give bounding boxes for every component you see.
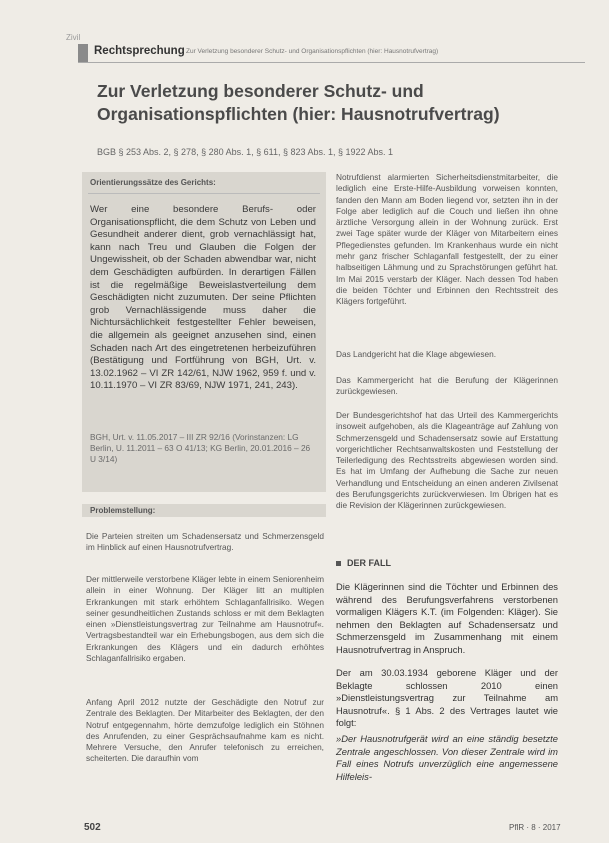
facts-paragraph: Das Kammergericht hat die Berufung der Klägerinnen zurückgewiesen. xyxy=(336,375,558,397)
problem-paragraph: Anfang April 2012 nutzte der Geschädigte den Notruf zur Zentrale des Beklagten. Der Mitarbeiter des Beklagten, der den Notruf entgegennahm, hörte demzufolge lediglich ein Stöhnen des Anrufenden, zu einer Gesprächsaufnahme kam es nicht. Mehrere Versuche, den Anrufer telefonisch zu erreichen, scheiterten. Die daraufhin vom xyxy=(86,697,324,764)
facts-paragraph: Der Bundesgerichtshof hat das Urteil des Kammergerichts insoweit aufgehoben, als die Klageanträge auf Zahlung von Schmerzensgeld und Schadensersatz sowie auf Erstattung vorgerichtlicher Rechtsanwaltskosten und Feststellung der Teilerledigung des Rechtsstreits abgewiesen worden sind. Es hat im Umfang der Aufhebung die Sache zur neuen Verhandlung und Entscheidung an einen anderen Zivilsenat des Berufungsgerichts zurückverwiesen. Im Übrigen hat es die Revision der Klägerinnen zurückgewiesen. xyxy=(336,410,558,511)
case-paragraph: Der am 30.03.1934 geborene Kläger und der Beklagte schlossen 2010 einen »Dienstleistungsvertrag zur Teilnahme am Hausnotruf«. § 1 Abs. 2 des Vertrages lautet wie folgt: xyxy=(336,667,558,728)
facts-paragraph: Notrufdienst alarmierten Sicherheitsdienstmitarbeiter, die lediglich eine Erste-Hilfe-Ausbildung vorweisen konnten, fanden den Mann am Boden liegend vor, setzten ihn in der Folge aber lediglich auf die Couch und ließen ihn ohne ärztliche Versorgung allein in der Wohnung zurück. Erst zwei Tage später wurde der Kläger von Mitarbeitern eines Pflegedienstes gefunden. Im Krankenhaus wurde ein nicht mehr ganz frischer Schlaganfall festgestellt, der zu einer halbseitigen Lähmung und zu Sprachstörungen geführt hat. Im Mai 2015 verstarb der Kläger. Nach dessen Tod haben die beiden Töchter und Erbinnen den Rechtsstreit des Klägers fortgeführt. xyxy=(336,172,558,307)
header-marker xyxy=(78,44,88,62)
header-rule xyxy=(78,62,585,63)
case-heading-label: DER FALL xyxy=(347,558,391,568)
running-head: Zivil xyxy=(66,33,81,42)
facts-paragraph: Das Landgericht hat die Klage abgewiesen. xyxy=(336,349,497,359)
orientation-text: Wer eine besondere Berufs- oder Organisationspflicht, die dem Schutz von Leben und Gesundheit anderer dient, grob vernachlässigt hat, kann nach Treu und Glauben die Folgen der Ungewissheit, ob der Schaden abwendbar war, nicht dem Geschädigten aufbürden. In derartigen Fällen ist die regelmäßige Beweislastverteilung dem Geschädigten nicht zuzumuten. Der seine Pflichten grob Vernachlässigende muss daher die Nichtursächlichkeit festgestellter Fehler beweisen, die allgemein als geeignet anzusehen sind, einen Schaden nach Art des eingetretenen herbeizuführen (Bestätigung und Fortführung von BGH, Urt. v. 13.02.1962 – VI ZR 142/61, NJW 1962, 959 f. und v. 10.11.1970 – VI ZR 83/69, NJW 1971, 241, 243). xyxy=(90,204,316,392)
statutes-line: BGB § 253 Abs. 2, § 278, § 280 Abs. 1, § 611, § 823 Abs. 1, § 1922 Abs. 1 xyxy=(97,147,394,157)
problem-paragraph: Die Parteien streiten um Schadensersatz und Schmerzensgeld im Hinblick auf einen Hausnotrufvertrag. xyxy=(86,531,324,553)
journal-ref: PflR · 8 · 2017 xyxy=(509,823,561,832)
section-subtitle: Zur Verletzung besonderer Schutz- und Organisationspflichten (hier: Hausnotrufvertrag) xyxy=(186,48,439,55)
problem-heading: Problemstellung: xyxy=(90,506,156,515)
article-title: Zur Verletzung besonderer Schutz- und Organisationspflichten (hier: Hausnotrufvertrag) xyxy=(97,81,500,124)
orientation-heading: Orientierungssätze des Gerichts: xyxy=(90,178,216,187)
square-bullet-icon xyxy=(336,561,341,566)
problem-paragraph: Der mittlerweile verstorbene Kläger lebte in einem Seniorenheim allein in einer Wohnung. Der Kläger litt an multiplen Erkrankungen mit stark erhöhtem Schlaganfallrisiko. Wegen seiner gesundheitlichen Zustands schloss er mit dem Beklagten einen »Dienstleistungsvertrag zur Teilnahme am Hausnotruf«. Vertragsbestandteil war ein Erhebungsbogen, aus dem sich die Erkrankungen des Klägers und ein dadurch erhöhtes Schlaganfallrisiko ergaben. xyxy=(86,574,324,664)
orientation-rule xyxy=(88,193,320,194)
case-paragraph: Die Klägerinnen sind die Töchter und Erbinnen des während des Berufungsverfahrens verstorbenen vormaligen Klägers K.T. (im Folgenden: Kläger). Sie nehmen den Beklagten auf Schadensersatz und Schmerzensgeld im Zusammenhang mit einem Hausnotrufvertrag in Anspruch. xyxy=(336,581,558,655)
case-quote: »Der Hausnotrufgerät wird an eine ständig besetzte Zentrale angeschlossen. Von dieser Zentrale wird im Fall eines Notrufs unverzüglich eine angemessene Hilfeleis- xyxy=(336,733,558,782)
orientation-source: BGH, Urt. v. 11.05.2017 – III ZR 92/16 (Vorinstanzen: LG Berlin, U. 11.2011 – 63 O 41/13; KG Berlin, 20.01.2016 – 26 U 3/14) xyxy=(90,432,311,464)
case-heading xyxy=(336,558,391,568)
page-number: 502 xyxy=(84,822,101,833)
problem-heading-box xyxy=(82,504,326,517)
section-header xyxy=(78,44,585,62)
section-label: Rechtsprechung xyxy=(94,45,185,57)
orientation-box xyxy=(82,172,326,492)
